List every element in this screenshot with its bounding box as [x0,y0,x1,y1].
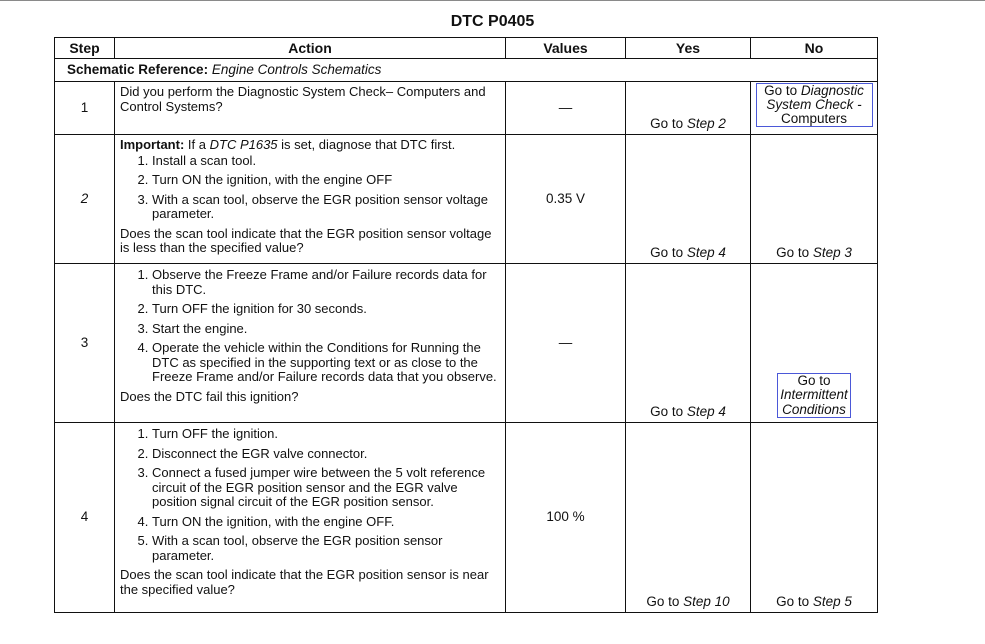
important-note: Important: If a DTC P1635 is set, diagnose that DTC first. [120,137,456,152]
table-row [55,135,878,264]
question-text: Did you perform the Diagnostic System Check– Computers and Control Systems? [120,84,486,114]
value-cell: 100 % [506,423,626,613]
list-item: 3. Connect a fused jumper wire between the 5 volt reference circuit of the EGR position sensor and the EGR valve position signal circuit of the EGR position sensor. [152,466,499,510]
question-text: Does the scan tool indicate that the EGR position sensor voltage is less than the specified value? [120,225,492,255]
step-list [120,154,499,222]
top-rule [0,0,985,1]
value-cell: — [506,264,626,423]
yes-cell: Go to Step 4 [626,264,751,423]
question-text: Does the scan tool indicate that the EGR position sensor is near the specified value? [120,567,489,597]
schematic-reference-link[interactable]: Engine Controls Schematics [211,61,382,77]
step-list [120,427,499,563]
step-number: 4 [55,423,115,613]
diagnostic-system-check-link[interactable]: Go to Diagnostic System Check - Computers [756,83,873,127]
action-cell [115,135,506,264]
no-cell: Go to Step 5 [751,423,878,613]
table-row [55,423,878,613]
list-item: 3. With a scan tool, observe the EGR position sensor voltage parameter. [152,193,499,222]
list-item: 5. With a scan tool, observe the EGR position sensor parameter. [152,534,499,563]
yes-cell: Go to Step 4 [626,135,751,264]
no-cell: Go to Step 3 [751,135,878,264]
step-link[interactable]: Step 10 [683,593,730,609]
step-number: 3 [55,264,115,423]
action-cell [115,423,506,613]
header-row [55,38,878,59]
value-cell: — [506,82,626,135]
action-cell [115,264,506,423]
list-item: 3. Start the engine. [152,322,499,337]
list-item: 4. Operate the vehicle within the Conditions for Running the DTC as specified in the supporting text or as close to the Freeze Frame and/or Failure records data that you observe. [152,341,499,385]
step-list [120,268,499,385]
table-row [55,264,878,423]
no-cell [751,264,878,423]
step-link[interactable]: Step 3 [812,244,852,260]
list-item: 1. Turn OFF the ignition. [152,427,499,442]
step-number: 1 [55,82,115,135]
step-link[interactable]: Step 2 [686,115,726,131]
page-title: DTC P0405 [450,13,535,30]
header-no: No [751,38,878,59]
list-item: 2. Turn OFF the ignition for 30 seconds. [152,302,499,317]
header-yes: Yes [626,38,751,59]
list-item: 2. Turn ON the ignition, with the engine OFF [152,173,499,188]
header-values: Values [506,38,626,59]
header-action: Action [115,38,506,59]
value-cell: 0.35 V [506,135,626,264]
step-link[interactable]: Step 5 [812,593,852,609]
intermittent-conditions-link[interactable]: Go to Intermittent Conditions [777,373,851,419]
yes-cell: Go to Step 10 [626,423,751,613]
schematic-reference-row [55,59,878,82]
list-item: 2. Disconnect the EGR valve connector. [152,447,499,462]
header-step: Step [55,38,115,59]
no-cell [751,82,878,135]
list-item: 1. Install a scan tool. [152,154,499,169]
step-link[interactable]: Step 4 [686,244,726,260]
diagnostic-table [54,37,878,613]
question-text: Does the DTC fail this ignition? [120,388,299,404]
step-number: 2 [55,135,115,264]
step-link[interactable]: Step 4 [686,403,726,419]
action-cell [115,82,506,135]
list-item: 1. Observe the Freeze Frame and/or Failure records data for this DTC. [152,268,499,297]
schematic-reference: Schematic Reference: Engine Controls Schematics [55,59,878,82]
table-row [55,82,878,135]
yes-cell: Go to Step 2 [626,82,751,135]
list-item: 4. Turn ON the ignition, with the engine OFF. [152,515,499,530]
